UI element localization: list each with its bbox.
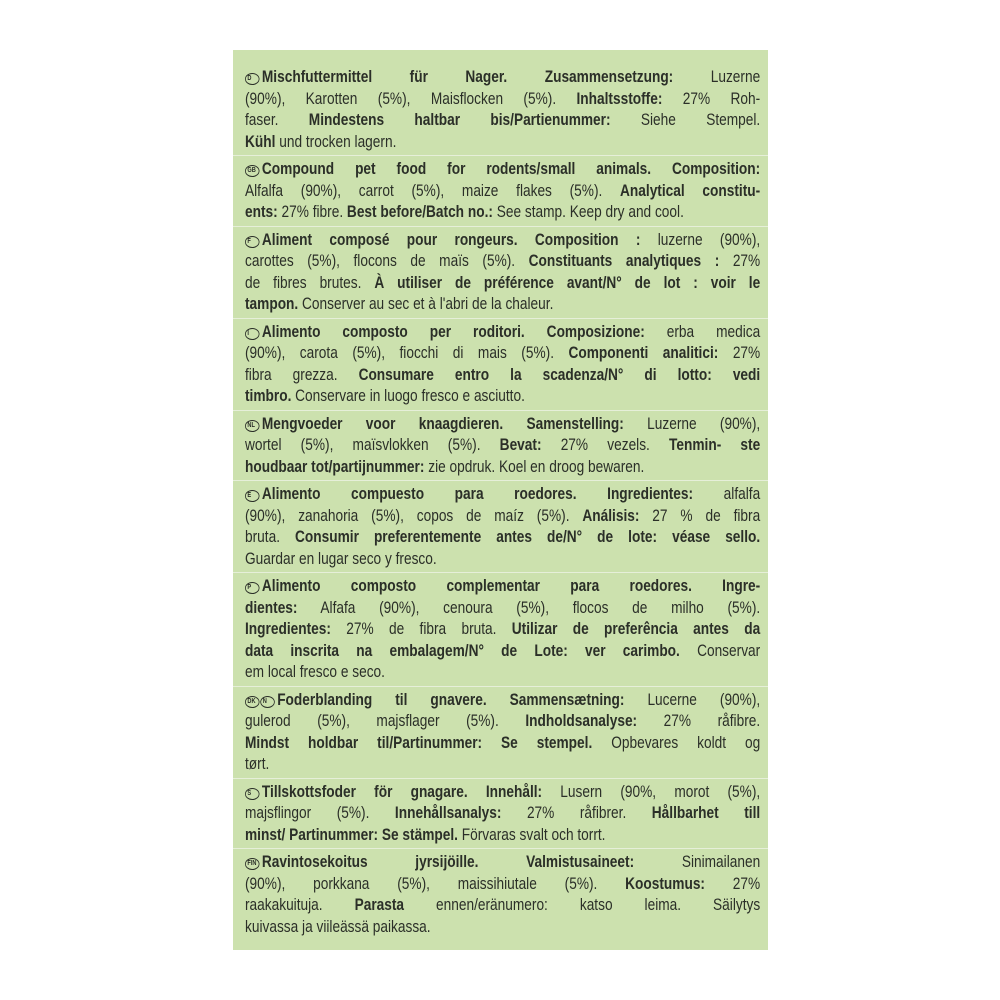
text-line (245, 851, 760, 873)
text-run: See stamp. Keep dry and cool. (492, 202, 684, 221)
bold-text-run: Indholdsanalyse: (525, 711, 638, 730)
text-line (245, 732, 760, 754)
text-line (245, 661, 760, 683)
text-line (245, 413, 760, 435)
section-text (245, 483, 760, 569)
bold-text-run: tampon. (245, 294, 299, 313)
text-run: raakakuituja. (245, 895, 355, 914)
text-line (245, 548, 760, 570)
text-line (245, 88, 760, 110)
text-line (245, 364, 760, 386)
bold-text-run: timbro. (245, 386, 292, 405)
bold-text-run: Analytical constitu- (620, 180, 761, 200)
text-run: 27% (704, 873, 761, 893)
text-line (245, 109, 760, 131)
text-run: Opbevares koldt og (592, 732, 761, 752)
text-line (245, 201, 760, 223)
text-run: 27% Roh- (662, 88, 761, 108)
language-code-icon: N (260, 696, 274, 708)
text-run: 27% de fibra bruta. (330, 619, 512, 638)
text-run: Guardar en lugar seco y fresco. (245, 548, 437, 568)
text-line (245, 434, 760, 456)
text-run: Alfalfa (90%), carrot (5%), maize flakes (5%). (245, 180, 621, 200)
bold-text-run: Consumir preferentemente antes de/N° de lote: véase sello. (295, 527, 761, 546)
section-text (245, 158, 760, 223)
bold-text-run: Consumare entro la scadenza/N° di lotto: vedi (358, 364, 761, 384)
text-line (245, 824, 760, 846)
text-run: tørt. (245, 754, 270, 773)
text-run: 27% (719, 251, 761, 270)
text-line (245, 385, 760, 407)
label-section-nl (233, 411, 768, 482)
label-section-fin (233, 849, 768, 940)
bold-text-run: Koostumus: (625, 873, 705, 893)
label-section-d (233, 64, 768, 156)
text-run: zie opdruk. Koel en droog bewaren. (424, 456, 645, 476)
text-line (245, 180, 760, 202)
language-code-icon: GB (245, 165, 259, 177)
bold-text-run: Aliment composé pour rongeurs. Composition : (261, 229, 641, 249)
text-line (245, 131, 760, 153)
bold-text-run: Constituants analytiques : (528, 251, 720, 270)
label-section-gb (233, 156, 768, 227)
language-code-icon: NL (245, 420, 259, 432)
text-run: 27% (718, 343, 761, 362)
section-text (245, 66, 760, 152)
text-run: wortel (5%), maïsvlokken (5%). (245, 435, 500, 454)
text-line (245, 456, 760, 478)
label-section-e (233, 481, 768, 573)
text-run: 27% fibre. (277, 202, 347, 221)
text-run: Siehe Stempel. (610, 110, 761, 129)
bold-text-run: Best before/Batch no.: (346, 202, 493, 221)
text-line (245, 483, 760, 505)
text-line (245, 66, 760, 88)
text-line (245, 321, 760, 343)
language-code-icon: E (245, 490, 259, 502)
text-run: majsflingor (5%). (245, 803, 395, 822)
text-line (245, 575, 760, 597)
text-line (245, 229, 760, 251)
bold-text-run: Utilizar de preferência antes da (511, 619, 761, 638)
section-text (245, 575, 760, 683)
text-run: alfalfa (693, 484, 761, 503)
text-line (245, 781, 760, 803)
bold-text-run: Tillskottsfoder för gnagare. Innehåll: (261, 781, 543, 801)
bold-text-run: Análisis: (582, 505, 640, 525)
text-line (245, 710, 760, 732)
text-run: 27% råfibre. (637, 711, 761, 730)
label-section-p (233, 573, 768, 687)
bold-text-run: À utiliser de préférence avant/N° de lot : voir le (374, 272, 761, 292)
bold-text-run: Parasta (354, 895, 405, 914)
bold-text-run: Alimento composto complementar para roedores. Ingre- (261, 576, 761, 595)
text-run: ennen/eränumero: katso leima. Säilytys (404, 895, 761, 914)
label-section-f (233, 227, 768, 319)
text-run: 27% råfibrer. (501, 803, 652, 822)
text-run: Lucerne (90%), (624, 689, 761, 709)
text-run: Conservare in luogo fresco e asciutto. (291, 386, 525, 405)
bold-text-run: Inhaltsstoffe: (576, 88, 663, 108)
bold-text-run: Compound pet food for rodents/small animals. Composition: (261, 159, 761, 178)
section-text (245, 321, 760, 407)
text-line (245, 873, 760, 895)
label-section-dk-n (233, 687, 768, 779)
bold-text-run: data inscrita na embalagem/N° de Lote: ver carimbo. (245, 640, 680, 660)
text-line (245, 640, 760, 662)
text-run: Luzerne (90%), (623, 413, 761, 433)
text-run: 27% vezels. (541, 435, 670, 454)
language-code-icon: P (245, 582, 259, 594)
text-run: bruta. (245, 527, 296, 546)
text-line (245, 272, 760, 294)
bold-text-run: Alimento compuesto para roedores. Ingredientes: (261, 484, 694, 503)
language-code-icon: S (245, 788, 259, 800)
label-section-i (233, 319, 768, 411)
bold-text-run: Tenmin- ste (669, 435, 761, 454)
text-run: luzerne (90%), (640, 229, 761, 249)
bold-text-run: Mengvoeder voor knaagdieren. Samenstelling: (261, 413, 624, 433)
text-run: Luzerne (673, 67, 761, 86)
language-code-icon: DK (245, 696, 259, 708)
text-line (245, 293, 760, 315)
text-run: Conservar (679, 640, 761, 660)
bold-text-run: Foderblanding til gnavere. Sammensætning: (277, 689, 625, 709)
label-section-s (233, 779, 768, 850)
bold-text-run: Kühl (245, 131, 276, 151)
product-label (233, 50, 768, 950)
text-line (245, 618, 760, 640)
bold-text-run: houdbaar tot/partijnummer: (245, 456, 425, 476)
text-line (245, 250, 760, 272)
text-run: Sinimailanen (634, 852, 761, 871)
text-line (245, 597, 760, 619)
bold-text-run: Mindestens haltbar bis/Partienummer: (308, 110, 611, 129)
text-run: (90%), porkkana (5%), maissihiutale (5%). (245, 873, 626, 893)
text-run: (90%), carota (5%), fiocchi di mais (5%). (245, 343, 569, 362)
text-run: Lusern (90%, morot (5%), (542, 781, 761, 801)
bold-text-run: Hållbarhet till (651, 803, 761, 822)
text-line (245, 689, 760, 711)
text-line (245, 802, 760, 824)
text-run: und trocken lagern. (275, 131, 397, 151)
text-line (245, 894, 760, 916)
text-run: gulerod (5%), majsflager (5%). (245, 711, 526, 730)
bold-text-run: dientes: (245, 597, 298, 617)
text-run: kuivassa ja viileässä paikassa. (245, 916, 431, 936)
text-line (245, 526, 760, 548)
text-line (245, 753, 760, 775)
bold-text-run: Ingredientes: (245, 619, 331, 638)
bold-text-run: Mischfuttermittel für Nager. Zusammensetzung: (261, 67, 674, 86)
text-run: fibra grezza. (245, 364, 359, 384)
bold-text-run: ents: (245, 202, 278, 221)
text-line (245, 916, 760, 938)
text-run: Conserver au sec et à l'abri de la chaleur. (298, 294, 554, 313)
text-line (245, 158, 760, 180)
language-code-icon: D (245, 73, 259, 85)
bold-text-run: Innehållsanalys: (394, 803, 502, 822)
text-line (245, 505, 760, 527)
bold-text-run: minst/ Partinummer: Se stämpel. (245, 824, 458, 844)
bold-text-run: Mindst holdbar til/Partinummer: Se stempel. (245, 732, 593, 752)
section-text (245, 851, 760, 937)
text-run: de fibres brutes. (245, 272, 375, 292)
text-run: Alfafa (90%), cenoura (5%), flocos de milho (5%). (297, 597, 761, 617)
bold-text-run: Componenti analitici: (568, 343, 719, 362)
section-text (245, 781, 760, 846)
bold-text-run: Alimento composto per roditori. Composizione: (261, 321, 645, 341)
text-run: erba medica (644, 321, 761, 341)
section-text (245, 229, 760, 315)
text-line (245, 342, 760, 364)
language-code-icon: FIN (245, 858, 259, 870)
bold-text-run: Bevat: (499, 435, 542, 454)
text-run: (90%), Karotten (5%), Maisflocken (5%). (245, 88, 577, 108)
section-text (245, 689, 760, 775)
text-run: carottes (5%), flocons de maïs (5%). (245, 251, 529, 270)
language-code-icon: F (245, 236, 259, 248)
text-run: (90%), zanahoria (5%), copos de maíz (5%). (245, 505, 583, 525)
text-run: 27 % de fibra (639, 505, 761, 525)
text-run: faser. (245, 110, 309, 129)
section-text (245, 413, 760, 478)
language-code-icon: I (245, 328, 259, 340)
bold-text-run: Ravintosekoitus jyrsijöille. Valmistusaineet: (261, 852, 635, 871)
text-run: em local fresco e seco. (245, 662, 385, 681)
text-run: Förvaras svalt och torrt. (457, 824, 606, 844)
